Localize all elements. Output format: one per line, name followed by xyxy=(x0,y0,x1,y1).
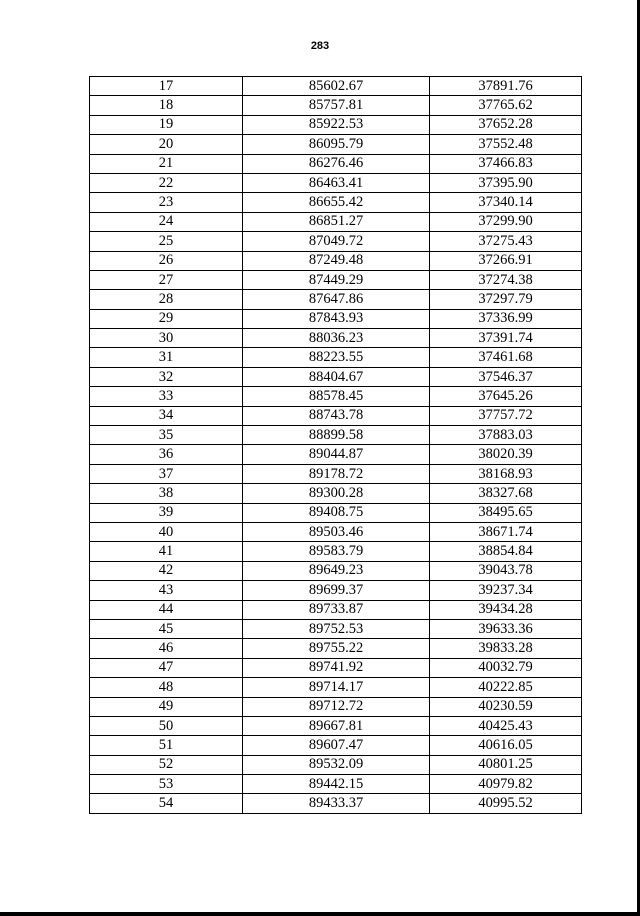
point-number-cell: 25 xyxy=(90,232,243,251)
table-row xyxy=(90,329,582,348)
table-row xyxy=(90,387,582,406)
x-coordinate-cell: 89733.87 xyxy=(243,600,430,619)
x-coordinate-cell: 89607.47 xyxy=(243,736,430,755)
table-row xyxy=(90,775,582,794)
point-number-cell: 47 xyxy=(90,658,243,677)
table-row xyxy=(90,794,582,813)
x-coordinate-cell: 88036.23 xyxy=(243,329,430,348)
table-row xyxy=(90,406,582,425)
x-coordinate-cell: 87249.48 xyxy=(243,251,430,270)
table-row xyxy=(90,542,582,561)
y-coordinate-cell: 38020.39 xyxy=(430,445,582,464)
x-coordinate-cell: 86276.46 xyxy=(243,154,430,173)
x-coordinate-cell: 89583.79 xyxy=(243,542,430,561)
y-coordinate-cell: 37652.28 xyxy=(430,115,582,134)
point-number-cell: 39 xyxy=(90,503,243,522)
table-row xyxy=(90,736,582,755)
table-row xyxy=(90,639,582,658)
point-number-cell: 42 xyxy=(90,561,243,580)
point-number-cell: 19 xyxy=(90,115,243,134)
y-coordinate-cell: 40801.25 xyxy=(430,755,582,774)
x-coordinate-cell: 89044.87 xyxy=(243,445,430,464)
table-row xyxy=(90,77,582,96)
x-coordinate-cell: 85757.81 xyxy=(243,96,430,115)
point-number-cell: 36 xyxy=(90,445,243,464)
y-coordinate-cell: 37266.91 xyxy=(430,251,582,270)
x-coordinate-cell: 89712.72 xyxy=(243,697,430,716)
table-row xyxy=(90,697,582,716)
x-coordinate-cell: 87647.86 xyxy=(243,290,430,309)
y-coordinate-cell: 37757.72 xyxy=(430,406,582,425)
table-row xyxy=(90,154,582,173)
table-row xyxy=(90,619,582,638)
table-row xyxy=(90,426,582,445)
table-row xyxy=(90,522,582,541)
point-number-cell: 38 xyxy=(90,484,243,503)
table-row xyxy=(90,309,582,328)
x-coordinate-cell: 89433.37 xyxy=(243,794,430,813)
x-coordinate-cell: 85602.67 xyxy=(243,77,430,96)
x-coordinate-cell: 89442.15 xyxy=(243,775,430,794)
y-coordinate-cell: 40222.85 xyxy=(430,678,582,697)
x-coordinate-cell: 86655.42 xyxy=(243,193,430,212)
y-coordinate-cell: 37546.37 xyxy=(430,367,582,386)
point-number-cell: 29 xyxy=(90,309,243,328)
y-coordinate-cell: 38854.84 xyxy=(430,542,582,561)
x-coordinate-cell: 89300.28 xyxy=(243,484,430,503)
x-coordinate-cell: 88578.45 xyxy=(243,387,430,406)
x-coordinate-cell: 89755.22 xyxy=(243,639,430,658)
y-coordinate-cell: 38327.68 xyxy=(430,484,582,503)
y-coordinate-cell: 37391.74 xyxy=(430,329,582,348)
y-coordinate-cell: 39633.36 xyxy=(430,619,582,638)
table-row xyxy=(90,503,582,522)
point-number-cell: 54 xyxy=(90,794,243,813)
table-row xyxy=(90,232,582,251)
table-row xyxy=(90,561,582,580)
y-coordinate-cell: 37891.76 xyxy=(430,77,582,96)
table-row xyxy=(90,716,582,735)
x-coordinate-cell: 89752.53 xyxy=(243,619,430,638)
point-number-cell: 35 xyxy=(90,426,243,445)
y-coordinate-cell: 40425.43 xyxy=(430,716,582,735)
x-coordinate-cell: 87843.93 xyxy=(243,309,430,328)
table-row xyxy=(90,755,582,774)
table-row xyxy=(90,193,582,212)
x-coordinate-cell: 89503.46 xyxy=(243,522,430,541)
table-row xyxy=(90,581,582,600)
table-row xyxy=(90,600,582,619)
point-number-cell: 30 xyxy=(90,329,243,348)
point-number-cell: 49 xyxy=(90,697,243,716)
point-number-cell: 53 xyxy=(90,775,243,794)
y-coordinate-cell: 37552.48 xyxy=(430,135,582,154)
x-coordinate-cell: 86463.41 xyxy=(243,173,430,192)
x-coordinate-cell: 86095.79 xyxy=(243,135,430,154)
point-number-cell: 43 xyxy=(90,581,243,600)
table-row xyxy=(90,135,582,154)
x-coordinate-cell: 89408.75 xyxy=(243,503,430,522)
y-coordinate-cell: 37340.14 xyxy=(430,193,582,212)
x-coordinate-cell: 88223.55 xyxy=(243,348,430,367)
y-coordinate-cell: 37275.43 xyxy=(430,232,582,251)
x-coordinate-cell: 89714.17 xyxy=(243,678,430,697)
point-number-cell: 18 xyxy=(90,96,243,115)
point-number-cell: 28 xyxy=(90,290,243,309)
table-row xyxy=(90,270,582,289)
point-number-cell: 33 xyxy=(90,387,243,406)
x-coordinate-cell: 88743.78 xyxy=(243,406,430,425)
point-number-cell: 44 xyxy=(90,600,243,619)
point-number-cell: 34 xyxy=(90,406,243,425)
point-number-cell: 17 xyxy=(90,77,243,96)
table-row xyxy=(90,251,582,270)
x-coordinate-cell: 87049.72 xyxy=(243,232,430,251)
x-coordinate-cell: 88899.58 xyxy=(243,426,430,445)
table-row xyxy=(90,367,582,386)
y-coordinate-cell: 37883.03 xyxy=(430,426,582,445)
y-coordinate-cell: 37461.68 xyxy=(430,348,582,367)
point-number-cell: 52 xyxy=(90,755,243,774)
point-number-cell: 45 xyxy=(90,619,243,638)
x-coordinate-cell: 89532.09 xyxy=(243,755,430,774)
table-row xyxy=(90,348,582,367)
y-coordinate-cell: 37645.26 xyxy=(430,387,582,406)
x-coordinate-cell: 86851.27 xyxy=(243,212,430,231)
y-coordinate-cell: 40995.52 xyxy=(430,794,582,813)
y-coordinate-cell: 37466.83 xyxy=(430,154,582,173)
table-row xyxy=(90,173,582,192)
point-number-cell: 48 xyxy=(90,678,243,697)
x-coordinate-cell: 89699.37 xyxy=(243,581,430,600)
y-coordinate-cell: 40616.05 xyxy=(430,736,582,755)
y-coordinate-cell: 39237.34 xyxy=(430,581,582,600)
point-number-cell: 46 xyxy=(90,639,243,658)
y-coordinate-cell: 40230.59 xyxy=(430,697,582,716)
table-row xyxy=(90,290,582,309)
table-row xyxy=(90,658,582,677)
table-body xyxy=(90,77,582,814)
point-number-cell: 23 xyxy=(90,193,243,212)
x-coordinate-cell: 89741.92 xyxy=(243,658,430,677)
table-row xyxy=(90,445,582,464)
y-coordinate-cell: 37299.90 xyxy=(430,212,582,231)
y-coordinate-cell: 37336.99 xyxy=(430,309,582,328)
table-row xyxy=(90,96,582,115)
point-number-cell: 31 xyxy=(90,348,243,367)
coordinate-table xyxy=(89,76,582,814)
point-number-cell: 22 xyxy=(90,173,243,192)
y-coordinate-cell: 39043.78 xyxy=(430,561,582,580)
table-row xyxy=(90,464,582,483)
table-row xyxy=(90,678,582,697)
point-number-cell: 26 xyxy=(90,251,243,270)
y-coordinate-cell: 39434.28 xyxy=(430,600,582,619)
y-coordinate-cell: 40979.82 xyxy=(430,775,582,794)
y-coordinate-cell: 38495.65 xyxy=(430,503,582,522)
point-number-cell: 41 xyxy=(90,542,243,561)
y-coordinate-cell: 40032.79 xyxy=(430,658,582,677)
point-number-cell: 21 xyxy=(90,154,243,173)
point-number-cell: 50 xyxy=(90,716,243,735)
x-coordinate-cell: 85922.53 xyxy=(243,115,430,134)
table-row xyxy=(90,115,582,134)
y-coordinate-cell: 38671.74 xyxy=(430,522,582,541)
x-coordinate-cell: 89649.23 xyxy=(243,561,430,580)
point-number-cell: 37 xyxy=(90,464,243,483)
y-coordinate-cell: 38168.93 xyxy=(430,464,582,483)
point-number-cell: 20 xyxy=(90,135,243,154)
table-row xyxy=(90,484,582,503)
y-coordinate-cell: 37297.79 xyxy=(430,290,582,309)
point-number-cell: 51 xyxy=(90,736,243,755)
point-number-cell: 32 xyxy=(90,367,243,386)
y-coordinate-cell: 39833.28 xyxy=(430,639,582,658)
y-coordinate-cell: 37765.62 xyxy=(430,96,582,115)
page-number: 283 xyxy=(310,40,330,52)
point-number-cell: 40 xyxy=(90,522,243,541)
x-coordinate-cell: 87449.29 xyxy=(243,270,430,289)
x-coordinate-cell: 88404.67 xyxy=(243,367,430,386)
y-coordinate-cell: 37395.90 xyxy=(430,173,582,192)
x-coordinate-cell: 89178.72 xyxy=(243,464,430,483)
x-coordinate-cell: 89667.81 xyxy=(243,716,430,735)
point-number-cell: 24 xyxy=(90,212,243,231)
point-number-cell: 27 xyxy=(90,270,243,289)
y-coordinate-cell: 37274.38 xyxy=(430,270,582,289)
table-row xyxy=(90,212,582,231)
